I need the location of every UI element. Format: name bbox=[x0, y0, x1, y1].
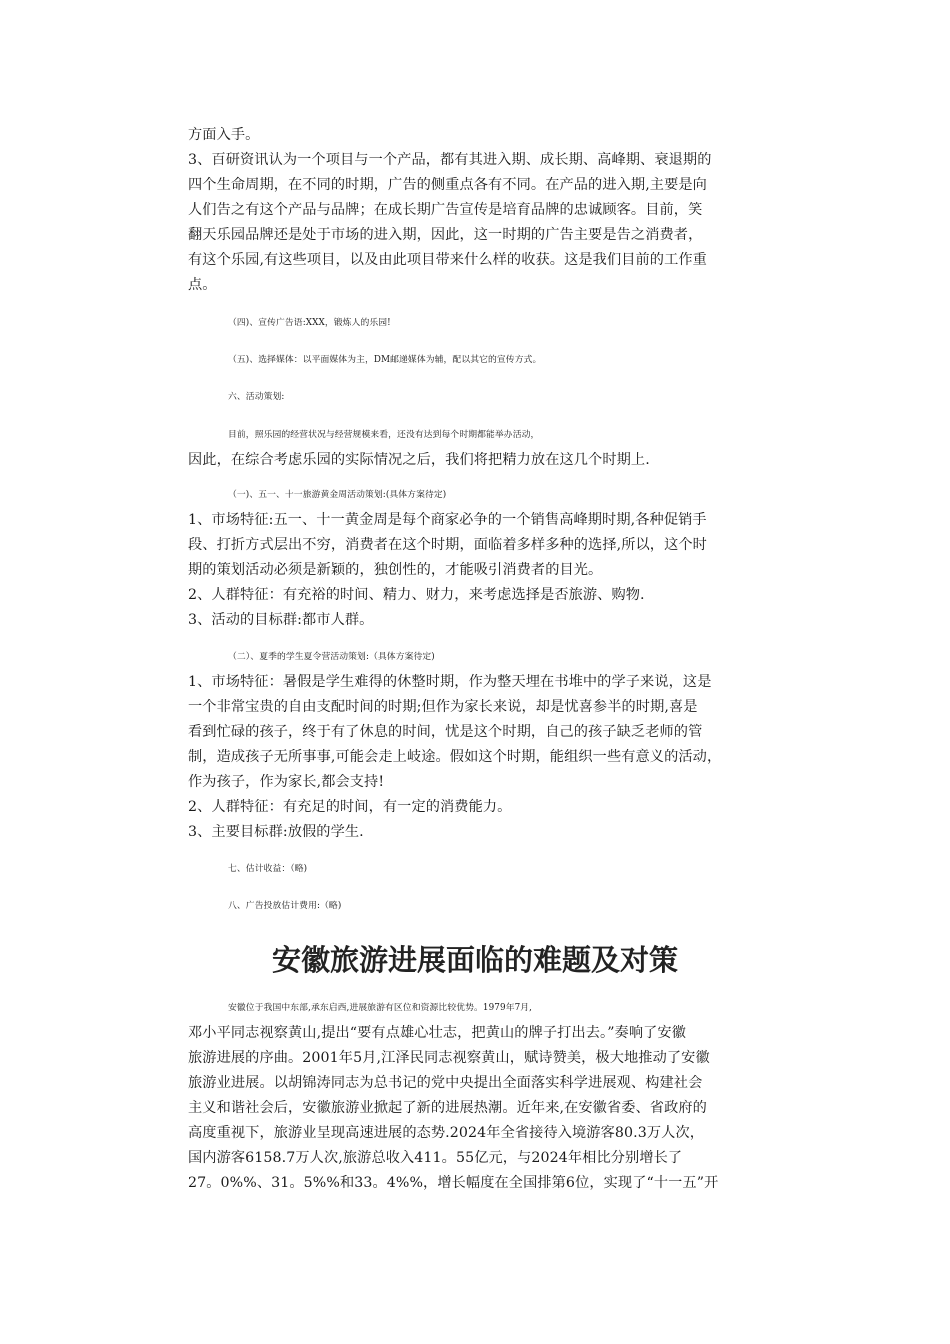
text-line: 3、百研资讯认为一个项目与一个产品，都有其进入期、成长期、高峰期、衰退期的 bbox=[188, 152, 712, 168]
text-line: 看到忙碌的孩子，终于有了休息的时间，忧是这个时期，自己的孩子缺乏老师的管 bbox=[188, 724, 703, 740]
article-title: 安徽旅游进展面临的难题及对策 bbox=[271, 943, 678, 977]
article-line: 27。0%%、31。5%%和33。4%%，增长幅度在全国排第6位，实现了“十一五”开 bbox=[188, 1175, 719, 1191]
text-line: 方面入手。 bbox=[188, 127, 260, 143]
text-line: 人们告之有这个产品与品牌；在成长期广告宣传是培育品牌的忠诚顾客。目前，笑 bbox=[188, 202, 703, 218]
section-heading: 八、广告投放估计费用:（略) bbox=[228, 901, 342, 911]
article-line: 主义和谐社会后，安徽旅游业掀起了新的进展热潮。近年来,在安徽省委、省政府的 bbox=[188, 1100, 707, 1116]
article-line: 安徽位于我国中东部,承东启西,进展旅游有区位和资源比较优势。1979年7月, bbox=[228, 1003, 533, 1013]
text-line: 1、市场特征:五一、十一黄金周是每个商家必争的一个销售高峰期时期,各种促销手 bbox=[188, 512, 707, 528]
text-line: 2、人群特征：有充裕的时间、精力、财力，来考虑选择是否旅游、购物. bbox=[188, 587, 645, 603]
article-line: 旅游业进展。以胡锦涛同志为总书记的党中央提出全面落实科学进展观、构建社会 bbox=[188, 1075, 703, 1091]
text-line: 作为孩子，作为家长,都会支持! bbox=[188, 774, 385, 790]
text-line: 段、打折方式层出不穷，消费者在这个时期，面临着多样多种的选择,所以，这个时 bbox=[188, 537, 707, 553]
section-heading: （二）、夏季的学生夏令营活动策划:（具体方案待定) bbox=[228, 652, 435, 662]
section-heading: （四)、宣传广告语:XXX，锻炼人的乐园! bbox=[228, 318, 391, 328]
text-line: 制，造成孩子无所事事,可能会走上岐途。假如这个时期，能组织一些有意义的活动， bbox=[188, 749, 722, 765]
text-line: 点。 bbox=[188, 277, 217, 293]
text-line: 四个生命周期，在不同的时期，广告的侧重点各有不同。在产品的进入期,主要是向 bbox=[188, 177, 707, 193]
article-line: 旅游进展的序曲。2001年5月,江泽民同志视察黄山，赋诗赞美，极大地推动了安徽 bbox=[188, 1050, 710, 1066]
text-line: 目前，照乐园的经营状况与经营规模来看，还没有达到每个时期都能举办活动， bbox=[228, 430, 540, 440]
text-line: 2、人群特征：有充足的时间，有一定的消费能力。 bbox=[188, 799, 512, 815]
section-heading: （一)、五一、十一旅游黄金周活动策划:(具体方案待定) bbox=[228, 490, 447, 500]
article-line: 邓小平同志视察黄山,提出“要有点雄心壮志，把黄山的牌子打出去。”奏响了安徽 bbox=[188, 1025, 686, 1041]
section-heading: （五)、选择媒体：以平面媒体为主，DM邮递媒体为辅，配以其它的宣传方式。 bbox=[228, 355, 542, 365]
article-line: 高度重视下，旅游业呈现高速进展的态势.2024年全省接待入境游客80.3万人次， bbox=[188, 1125, 705, 1141]
text-line: 翻天乐园品牌还是处于市场的进入期，因此，这一时期的广告主要是告之消费者， bbox=[188, 227, 703, 243]
article-line: 国内游客6158.7万人次,旅游总收入411。55亿元，与2024年相比分别增长了 bbox=[188, 1150, 683, 1166]
text-line: 3、活动的目标群:都市人群。 bbox=[188, 612, 374, 628]
text-line: 期的策划活动必须是新颖的，独创性的，才能吸引消费者的目光。 bbox=[188, 562, 603, 578]
text-line: 一个非常宝贵的自由支配时间的时期;但作为家长来说，却是忧喜参半的时期,喜是 bbox=[188, 699, 698, 715]
text-line: 有这个乐园,有这些项目，以及由此项目带来什么样的收获。这是我们目前的工作重 bbox=[188, 252, 707, 268]
section-heading: 六、活动策划: bbox=[228, 392, 285, 402]
text-line: 因此，在综合考虑乐园的实际情况之后，我们将把精力放在这几个时期上. bbox=[188, 452, 650, 468]
text-line: 3、主要目标群:放假的学生. bbox=[188, 824, 364, 840]
text-line: 1、市场特征：暑假是学生难得的休整时期，作为整天埋在书堆中的学子来说，这是 bbox=[188, 674, 712, 690]
section-heading: 七、估计收益：（略) bbox=[228, 864, 308, 874]
